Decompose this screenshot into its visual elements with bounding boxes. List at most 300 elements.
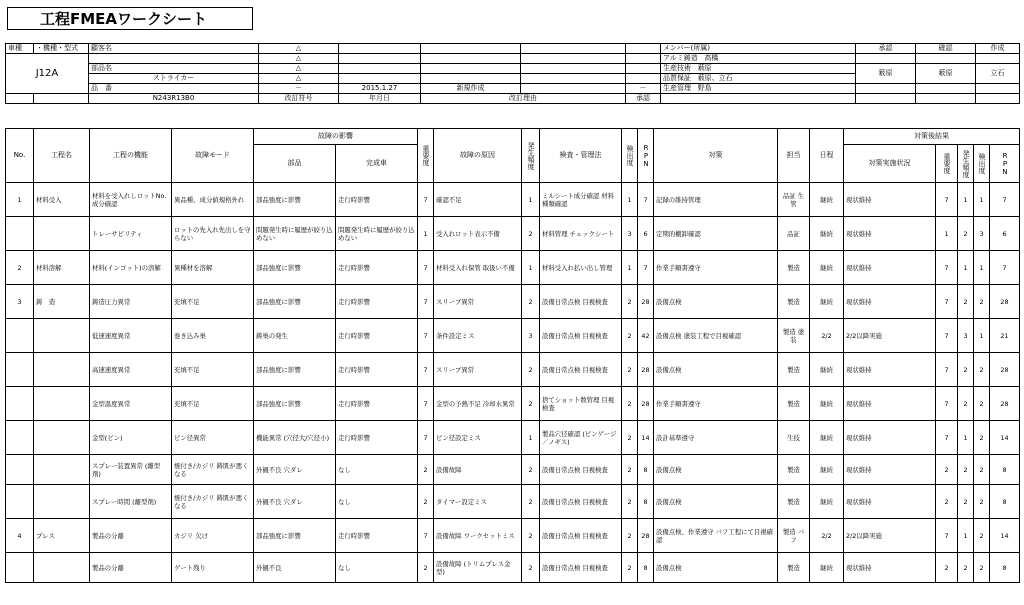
cell-rpn2: 7 <box>990 251 1020 285</box>
cell-rpn: 6 <box>638 217 654 251</box>
cell-action: 設計基準遵守 <box>654 421 778 455</box>
table-row <box>6 319 1020 353</box>
col-mode: 故障モード <box>172 129 254 183</box>
cell-status: 2/2以降実施 <box>844 319 936 353</box>
cell-finished: 走行時影響 <box>336 251 418 285</box>
cell-rpn: 14 <box>638 421 654 455</box>
cell-process <box>34 485 90 519</box>
cell-o2: 2 <box>958 387 974 421</box>
cell-s2: 7 <box>936 183 958 217</box>
cell-function: 鋳造圧力異常 <box>90 285 172 319</box>
model-value: J12A <box>6 54 89 94</box>
cell-finished: なし <box>336 553 418 583</box>
cell-no: 2 <box>6 251 34 285</box>
confirm-name: 薮原 <box>916 64 976 84</box>
cell-d2: 2 <box>974 519 990 553</box>
cell-mode: 充填不足 <box>172 353 254 387</box>
cell-d2: 2 <box>974 285 990 319</box>
cell-function: 材料(インゴット)の溶解 <box>90 251 172 285</box>
triangle-4: △ <box>259 74 339 84</box>
cell-s: 7 <box>418 251 434 285</box>
cell-o: 2 <box>522 387 540 421</box>
cell-o2: 2 <box>958 553 974 583</box>
cell-s2: 7 <box>936 251 958 285</box>
cell-action: 設備点検 <box>654 285 778 319</box>
cell-o: 1 <box>522 251 540 285</box>
cell-control: 製品穴径確認 (ピンゲージ／ノギス) <box>540 421 622 455</box>
col-no: No. <box>6 129 34 183</box>
cell-function: スプレー時間 (離型剤) <box>90 485 172 519</box>
cell-o2: 2 <box>958 217 974 251</box>
col-status: 対策実施状況 <box>844 145 936 183</box>
cell-o: 2 <box>522 285 540 319</box>
cell-rpn2: 14 <box>990 519 1020 553</box>
cell-no: 4 <box>6 519 34 553</box>
cell-s: 2 <box>418 485 434 519</box>
dash-2: － <box>626 84 661 94</box>
cell-rpn: 28 <box>638 353 654 387</box>
cell-cause: 設備故障 ワークセットミス <box>434 519 522 553</box>
cell-sched: 継続 <box>810 353 844 387</box>
cell-owner: 製造 <box>778 387 810 421</box>
cell-control: 設備日常点検 目視検査 <box>540 285 622 319</box>
approve-name: 薮原 <box>856 64 916 84</box>
cell-sched: 継続 <box>810 455 844 485</box>
cell-rpn2: 21 <box>990 319 1020 353</box>
cell-no <box>6 455 34 485</box>
cell-rpn: 28 <box>638 387 654 421</box>
cell-sched: 継続 <box>810 217 844 251</box>
col-function: 工程の機能 <box>90 129 172 183</box>
cell-rpn2: 14 <box>990 421 1020 455</box>
cell-owner: 製造 バフ <box>778 519 810 553</box>
cell-rpn2: 8 <box>990 485 1020 519</box>
cell-d: 1 <box>622 251 638 285</box>
cell-control: 設備日常点検 目視検査 <box>540 485 622 519</box>
cell-cause: 材料受入れ保管 取扱い不備 <box>434 251 522 285</box>
date-label: 年月日 <box>339 94 421 104</box>
table-row <box>6 553 1020 583</box>
col-part: 部品 <box>254 145 336 183</box>
partno-value: N243R13B0 <box>89 94 259 104</box>
cell-control: 設備日常点検 目視検査 <box>540 519 622 553</box>
cell-function: 金型温度異常 <box>90 387 172 421</box>
approve-label: 承認 <box>856 44 916 54</box>
cell-d2: 2 <box>974 485 990 519</box>
col-o2: 発生頻度 <box>958 145 974 183</box>
cell-control: ミルシート成分確認 材料種類確認 <box>540 183 622 217</box>
confirm-label: 確認 <box>916 44 976 54</box>
col-owner: 担当 <box>778 129 810 183</box>
cell-d: 2 <box>622 319 638 353</box>
table-row <box>6 421 1020 455</box>
cell-cause: ピン径設定ミス <box>434 421 522 455</box>
cell-finished: 問題発生時に履歴が絞り込めない <box>336 217 418 251</box>
customer-label: 顧客名 <box>89 44 259 54</box>
cell-rpn: 28 <box>638 519 654 553</box>
cell-rpn2: 7 <box>990 183 1020 217</box>
car-label: 車種 <box>6 44 34 54</box>
col-action: 対策 <box>654 129 778 183</box>
cell-part: 部品強度に影響 <box>254 183 336 217</box>
cell-no: 1 <box>6 183 34 217</box>
cell-process <box>34 387 90 421</box>
cell-function: トレーサビリティ <box>90 217 172 251</box>
cell-s: 2 <box>418 455 434 485</box>
cell-part: 部品強度に影響 <box>254 251 336 285</box>
cell-sched: 継続 <box>810 553 844 583</box>
cell-owner: 製造 <box>778 455 810 485</box>
cell-sched: 継続 <box>810 387 844 421</box>
cell-status: 現状維持 <box>844 183 936 217</box>
cell-part: 部品強度に影響 <box>254 353 336 387</box>
cell-status: 現状維持 <box>844 387 936 421</box>
table-row <box>6 353 1020 387</box>
cell-rpn2: 8 <box>990 455 1020 485</box>
cell-mode: 充填不足 <box>172 387 254 421</box>
cell-s: 7 <box>418 387 434 421</box>
cell-o: 2 <box>522 353 540 387</box>
cell-mode: 異品種、成分値規格外れ <box>172 183 254 217</box>
col-effects: 故障の影響 <box>254 129 418 145</box>
rev-symbol-label: 改訂符号 <box>259 94 339 104</box>
cell-o: 2 <box>522 455 540 485</box>
cell-rpn2: 6 <box>990 217 1020 251</box>
cell-cause: 受入れロット表示不備 <box>434 217 522 251</box>
cell-process <box>34 217 90 251</box>
approve-short: 承認 <box>626 94 661 104</box>
cell-d: 2 <box>622 353 638 387</box>
part-label: 部品名 <box>89 64 259 74</box>
cell-process <box>34 319 90 353</box>
cell-part: 外観不良 穴ダレ <box>254 455 336 485</box>
cell-no <box>6 217 34 251</box>
cell-finished: 走行時影響 <box>336 519 418 553</box>
cell-rpn2: 28 <box>990 285 1020 319</box>
table-row <box>6 455 1020 485</box>
cell-rpn2: 28 <box>990 353 1020 387</box>
header-table <box>5 43 1020 104</box>
cell-d: 2 <box>622 455 638 485</box>
cell-process <box>34 553 90 583</box>
cell-part: 問題発生時に履歴が絞り込めない <box>254 217 336 251</box>
table-row <box>6 485 1020 519</box>
cell-function: 金型(ピン) <box>90 421 172 455</box>
cell-finished: 走行時影響 <box>336 319 418 353</box>
cell-process <box>34 353 90 387</box>
member-row: 生産管理 野島 <box>661 84 856 94</box>
cell-s2: 7 <box>936 421 958 455</box>
cell-o2: 1 <box>958 519 974 553</box>
cell-cause: 条件設定ミス <box>434 319 522 353</box>
cell-finished: 走行時影響 <box>336 421 418 455</box>
cell-mode: ピン径異常 <box>172 421 254 455</box>
col-schedule: 日程 <box>810 129 844 183</box>
cell-d2: 2 <box>974 421 990 455</box>
cell-finished: なし <box>336 455 418 485</box>
cell-status: 現状維持 <box>844 285 936 319</box>
member-row: 生産技術 薮原 <box>661 64 856 74</box>
cell-status: 現状維持 <box>844 421 936 455</box>
cell-owner: 製造 <box>778 485 810 519</box>
cell-cause: 確認不足 <box>434 183 522 217</box>
cell-no <box>6 319 34 353</box>
cell-d: 2 <box>622 485 638 519</box>
cell-no <box>6 421 34 455</box>
cell-owner: 品証 生管 <box>778 183 810 217</box>
cell-d2: 2 <box>974 553 990 583</box>
worksheet-title: 工程FMEAワークシート <box>7 7 253 30</box>
cell-action: 作業手順書遵守 <box>654 387 778 421</box>
table-row <box>6 251 1020 285</box>
cell-d2: 3 <box>974 217 990 251</box>
cell-o2: 1 <box>958 183 974 217</box>
cell-owner: 生技 <box>778 421 810 455</box>
cell-sched: 2/2 <box>810 319 844 353</box>
cell-d2: 2 <box>974 387 990 421</box>
cell-no: 3 <box>6 285 34 319</box>
cell-function: スプレー装置異常 (離型剤) <box>90 455 172 485</box>
model-label: ・機種・型式 <box>34 44 89 54</box>
cell-part: 外観不良 穴ダレ <box>254 485 336 519</box>
cell-status: 現状維持 <box>844 485 936 519</box>
cell-function: 高速速度異常 <box>90 353 172 387</box>
table-row <box>6 285 1020 319</box>
cell-s2: 7 <box>936 387 958 421</box>
table-row <box>6 217 1020 251</box>
cell-function: 材料を受入れしロットNo.成分確認 <box>90 183 172 217</box>
col-detection: 検出度 <box>622 129 638 183</box>
cell-s: 7 <box>418 519 434 553</box>
cell-sched: 継続 <box>810 485 844 519</box>
col-process: 工程名 <box>34 129 90 183</box>
cell-function: 製品の分離 <box>90 553 172 583</box>
cell-d: 3 <box>622 217 638 251</box>
cell-rpn: 8 <box>638 485 654 519</box>
cell-o: 2 <box>522 217 540 251</box>
cell-s: 7 <box>418 183 434 217</box>
cell-control: 設備日常点検 目視検査 <box>540 353 622 387</box>
cell-action: 設備点検 塗装工程で目視確認 <box>654 319 778 353</box>
triangle-1: △ <box>259 44 339 54</box>
cell-finished: 走行時影響 <box>336 353 418 387</box>
cell-s: 7 <box>418 421 434 455</box>
cell-o2: 3 <box>958 319 974 353</box>
col-finished: 完成車 <box>336 145 418 183</box>
cell-o2: 2 <box>958 353 974 387</box>
cell-owner: 製造 <box>778 285 810 319</box>
cell-cause: スリーブ異常 <box>434 285 522 319</box>
cell-function: 製品の分離 <box>90 519 172 553</box>
cell-s: 7 <box>418 285 434 319</box>
cell-process <box>34 421 90 455</box>
cell-cause: 設備故障 (トリムプレス金型) <box>434 553 522 583</box>
create-label: 作成 <box>976 44 1020 54</box>
cell-s2: 2 <box>936 553 958 583</box>
cell-o: 1 <box>522 421 540 455</box>
rev-reason-label: 改訂理由 <box>421 94 626 104</box>
cell-d: 2 <box>622 285 638 319</box>
cell-status: 現状維持 <box>844 251 936 285</box>
cell-action: 定期的棚卸確認 <box>654 217 778 251</box>
cell-owner: 製造 <box>778 353 810 387</box>
cell-s2: 7 <box>936 353 958 387</box>
cell-s: 7 <box>418 353 434 387</box>
cell-control: 捨てショット数管理 目視検査 <box>540 387 622 421</box>
cell-sched: 継続 <box>810 251 844 285</box>
cell-d: 2 <box>622 421 638 455</box>
cell-o2: 2 <box>958 285 974 319</box>
table-row <box>6 183 1020 217</box>
cell-o: 2 <box>522 485 540 519</box>
cell-mode: ゲート残り <box>172 553 254 583</box>
cell-sched: 継続 <box>810 285 844 319</box>
cell-rpn2: 28 <box>990 387 1020 421</box>
cell-s2: 2 <box>936 485 958 519</box>
cell-s: 2 <box>418 553 434 583</box>
cell-d2: 2 <box>974 455 990 485</box>
issue-date: 2015.1.27 <box>339 84 421 94</box>
cell-mode: ロットの先入れ先出しを守らない <box>172 217 254 251</box>
cell-rpn: 7 <box>638 251 654 285</box>
col-severity: 重要度 <box>418 129 434 183</box>
cell-owner: 製造 <box>778 553 810 583</box>
cell-part: 部品強度に影響 <box>254 387 336 421</box>
cell-rpn: 8 <box>638 455 654 485</box>
cell-process: 材料受入 <box>34 183 90 217</box>
cell-mode: 巻き込み巣 <box>172 319 254 353</box>
cell-part: 鋳巣の発生 <box>254 319 336 353</box>
cell-sched: 継続 <box>810 421 844 455</box>
cell-sched: 継続 <box>810 183 844 217</box>
cell-d: 2 <box>622 519 638 553</box>
cell-cause: スリーブ異常 <box>434 353 522 387</box>
member-row: 品質保証 薮原、立石 <box>661 74 856 84</box>
col-rpn: RPN <box>638 129 654 183</box>
cell-d2: 1 <box>974 251 990 285</box>
member-row: アルミ鋳造 高橋 <box>661 54 856 64</box>
cell-d2: 1 <box>974 183 990 217</box>
cell-mode: 充填不足 <box>172 285 254 319</box>
cell-d2: 2 <box>974 353 990 387</box>
members-label: メンバー(所属) <box>661 44 856 54</box>
cell-rpn: 28 <box>638 285 654 319</box>
cell-d: 1 <box>622 183 638 217</box>
cell-no <box>6 485 34 519</box>
cell-mode: 異種材を溶解 <box>172 251 254 285</box>
cell-rpn: 42 <box>638 319 654 353</box>
cell-part: 部品強度に影響 <box>254 519 336 553</box>
cell-process <box>34 455 90 485</box>
cell-o2: 2 <box>958 485 974 519</box>
partno-label: 品 番 <box>89 84 259 94</box>
cell-o2: 2 <box>958 455 974 485</box>
cell-process: プレス <box>34 519 90 553</box>
cell-owner: 製造 <box>778 251 810 285</box>
triangle-3: △ <box>259 64 339 74</box>
cell-rpn: 8 <box>638 553 654 583</box>
cell-o2: 1 <box>958 251 974 285</box>
cell-o: 2 <box>522 553 540 583</box>
col-rpn2: RPN <box>990 145 1020 183</box>
cell-part: 機能異常 (穴径大/穴径小) <box>254 421 336 455</box>
cell-cause: 設備故障 <box>434 455 522 485</box>
cell-o: 3 <box>522 319 540 353</box>
cell-control: 材料管理 チェックシート <box>540 217 622 251</box>
part-name: ストライカー <box>89 74 259 84</box>
cell-d2: 1 <box>974 319 990 353</box>
cell-mode: カジリ 欠け <box>172 519 254 553</box>
col-d2: 検出度 <box>974 145 990 183</box>
col-cause: 故障の原因 <box>434 129 522 183</box>
cell-action: 設備点検 <box>654 485 778 519</box>
cell-control: 設備日常点検 目視検査 <box>540 455 622 485</box>
cell-owner: 品証 <box>778 217 810 251</box>
cell-status: 2/2以降実施 <box>844 519 936 553</box>
cell-d: 2 <box>622 553 638 583</box>
cell-status: 現状維持 <box>844 455 936 485</box>
cell-cause: 金型の予熱不足 冷却水異常 <box>434 387 522 421</box>
col-results: 対策後結果 <box>844 129 1020 145</box>
dash-1: － <box>259 84 339 94</box>
cell-process: 材料溶解 <box>34 251 90 285</box>
cell-cause: タイマー設定ミス <box>434 485 522 519</box>
cell-mode: 焼付き/カジリ 鋳肌が悪くなる <box>172 455 254 485</box>
cell-control: 材料受入れ払い出し管理 <box>540 251 622 285</box>
cell-rpn: 7 <box>638 183 654 217</box>
cell-action: 設備点検、作業遵守 バフ工程にて目視確認 <box>654 519 778 553</box>
cell-status: 現状維持 <box>844 217 936 251</box>
cell-finished: 走行時影響 <box>336 183 418 217</box>
cell-d: 2 <box>622 387 638 421</box>
cell-mode: 焼付き/カジリ 鋳肌が悪くなる <box>172 485 254 519</box>
cell-finished: なし <box>336 485 418 519</box>
cell-no <box>6 353 34 387</box>
new-created: 新規作成 <box>421 84 521 94</box>
cell-owner: 製造 塗装 <box>778 319 810 353</box>
table-row <box>6 519 1020 553</box>
cell-status: 現状維持 <box>844 353 936 387</box>
cell-o: 1 <box>522 183 540 217</box>
create-name: 立石 <box>976 64 1020 84</box>
cell-s2: 1 <box>936 217 958 251</box>
cell-finished: 走行時影響 <box>336 387 418 421</box>
cell-s2: 7 <box>936 519 958 553</box>
cell-s2: 2 <box>936 455 958 485</box>
cell-action: 設備点検 <box>654 455 778 485</box>
col-control: 検査・管理法 <box>540 129 622 183</box>
cell-no <box>6 553 34 583</box>
cell-s: 7 <box>418 319 434 353</box>
cell-o: 2 <box>522 519 540 553</box>
col-s2: 重要度 <box>936 145 958 183</box>
col-occurrence: 発生頻度 <box>522 129 540 183</box>
cell-status: 現状維持 <box>844 553 936 583</box>
cell-sched: 2/2 <box>810 519 844 553</box>
cell-s2: 7 <box>936 285 958 319</box>
cell-action: 作業手順書遵守 <box>654 251 778 285</box>
cell-control: 設備日常点検 目視検査 <box>540 319 622 353</box>
cell-rpn2: 8 <box>990 553 1020 583</box>
cell-action: 設備点検 <box>654 353 778 387</box>
table-row <box>6 387 1020 421</box>
cell-s2: 7 <box>936 319 958 353</box>
cell-o2: 1 <box>958 421 974 455</box>
cell-action: 記録の維持管理 <box>654 183 778 217</box>
cell-action: 設備点検 <box>654 553 778 583</box>
cell-part: 外観不良 <box>254 553 336 583</box>
cell-process: 鋳 造 <box>34 285 90 319</box>
